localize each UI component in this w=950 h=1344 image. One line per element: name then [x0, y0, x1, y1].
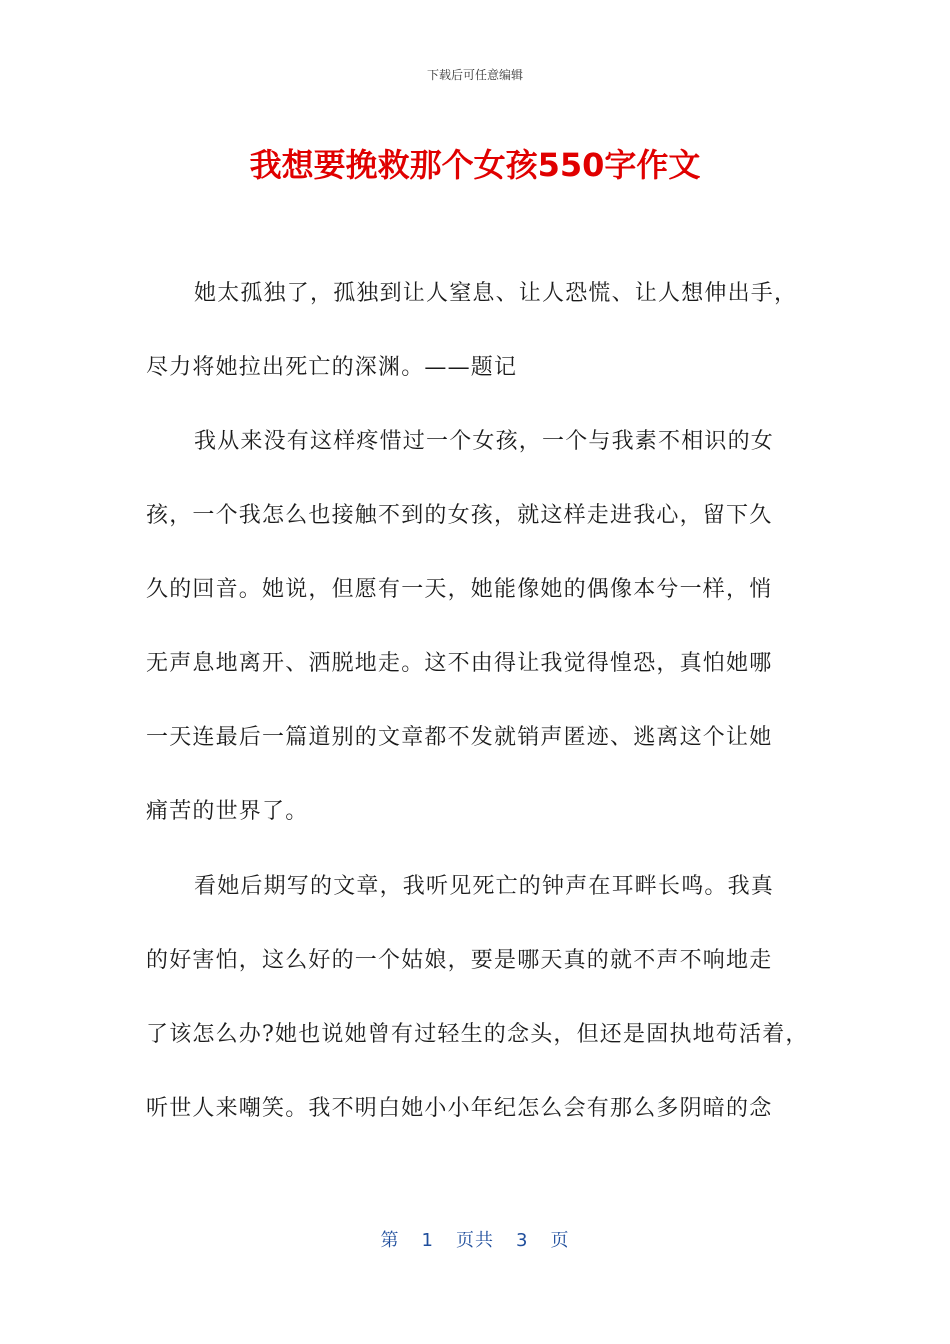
footer-suffix: 页 [550, 1230, 570, 1251]
footer-middle: 页共 [456, 1230, 494, 1251]
body-line: 无声息地离开、洒脱地走。这不由得让我觉得惶恐，真怕她哪 [146, 651, 773, 676]
body-line: 了该怎么办?她也说她曾有过轻生的念头，但还是固执地苟活着， [146, 1022, 809, 1047]
body-line: 久的回音。她说，但愿有一天，她能像她的偶像本兮一样，悄 [146, 577, 773, 602]
document-title: 我想要挽救那个女孩550字作文 [249, 146, 701, 184]
body-line: 她太孤独了，孤独到让人窒息、让人恐慌、让人想伸出手， [194, 281, 798, 306]
body-line: 孩，一个我怎么也接触不到的女孩，就这样走进我心，留下久 [146, 503, 773, 528]
body-line: 的好害怕，这么好的一个姑娘，要是哪天真的就不声不响地走 [146, 948, 773, 973]
body-line: 看她后期写的文章，我听见死亡的钟声在耳畔长鸣。我真 [194, 874, 775, 899]
body-line: 痛苦的世界了。 [146, 799, 309, 824]
footer-prefix: 第 [380, 1230, 400, 1251]
body-line: 一天连最后一篇道别的文章都不发就销声匿迹、逃离这个让她 [146, 725, 773, 750]
footer-page-number: 1 [421, 1230, 434, 1251]
page-footer [0, 1226, 950, 1252]
body-line: 我从来没有这样疼惜过一个女孩，一个与我素不相识的女 [194, 429, 775, 454]
body-line: 尽力将她拉出死亡的深渊。——题记 [146, 355, 518, 380]
header-note: 下载后可任意编辑 [426, 68, 523, 82]
body-line: 听世人来嘲笑。我不明白她小小年纪怎么会有那么多阴暗的念 [146, 1096, 773, 1121]
footer-total-pages: 3 [516, 1230, 529, 1251]
